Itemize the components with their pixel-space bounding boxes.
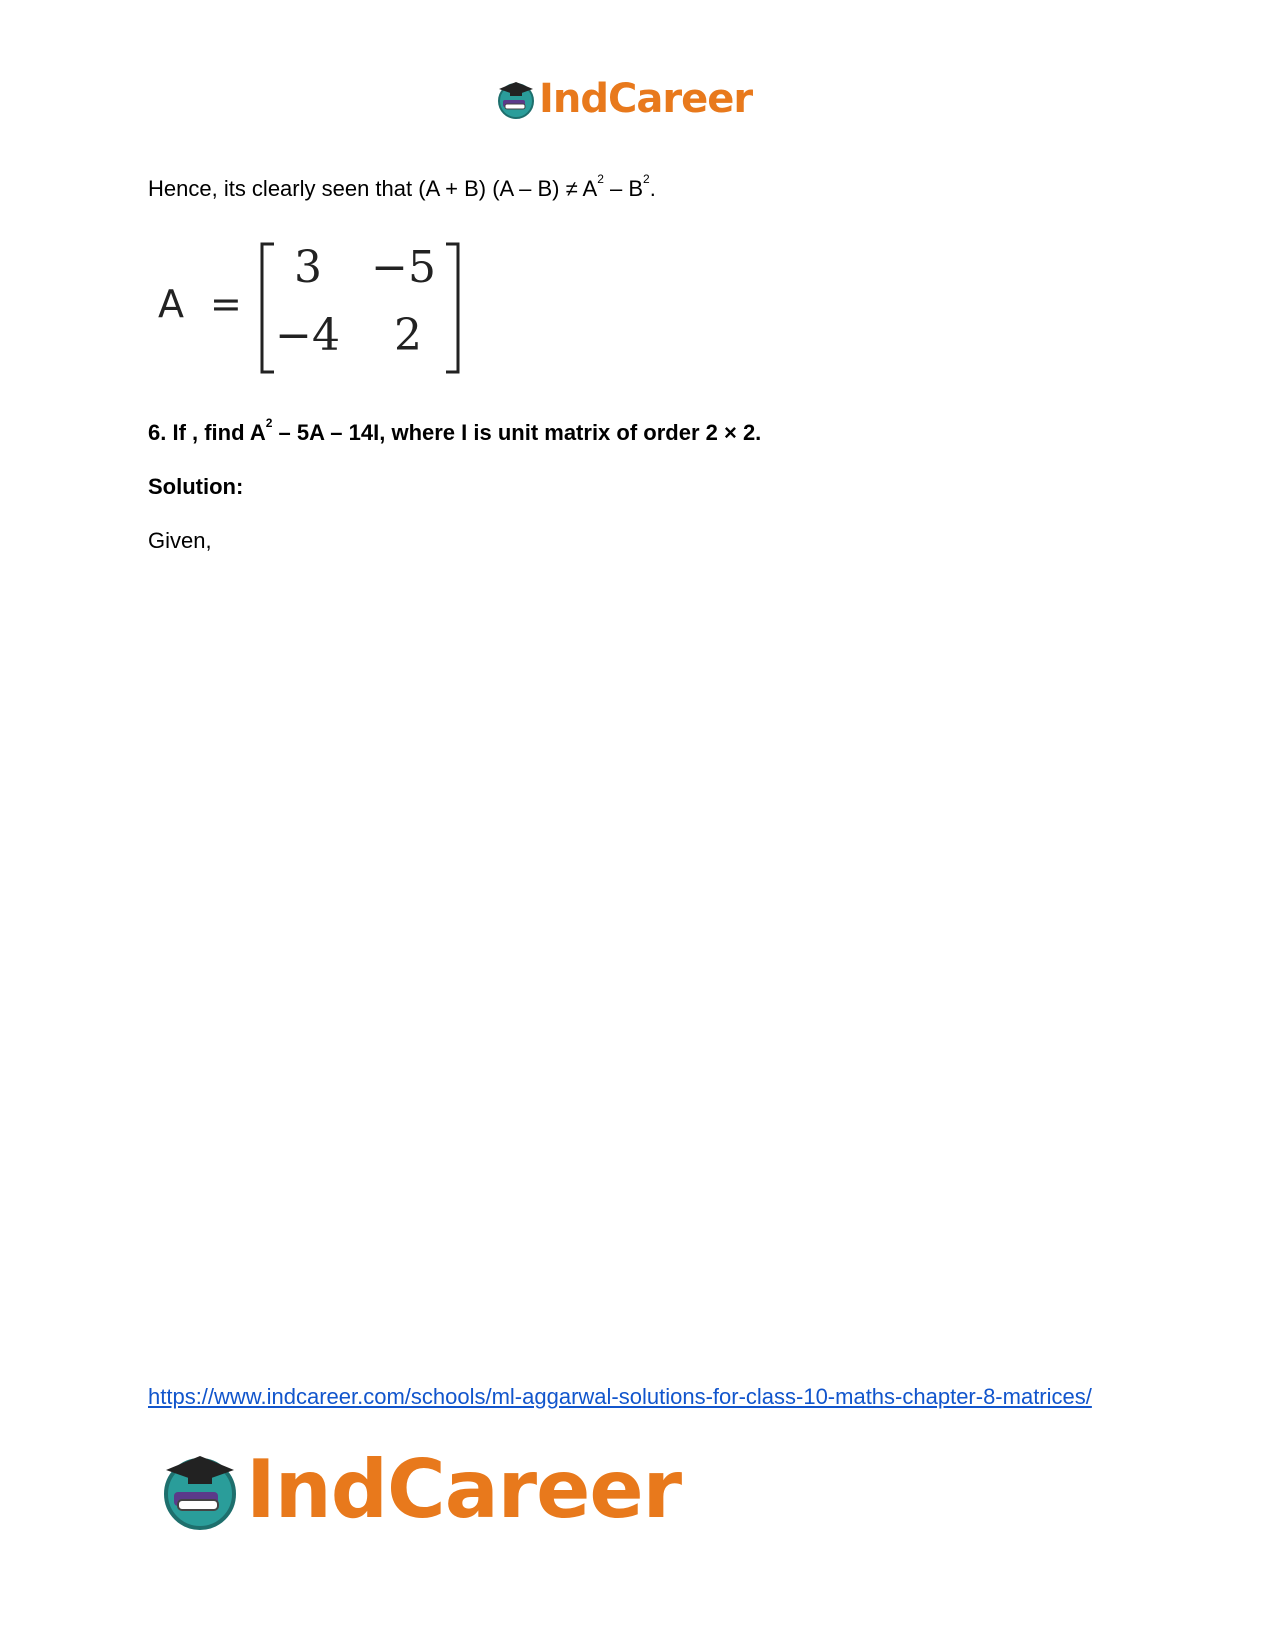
question-heading bbox=[148, 416, 762, 446]
matrix-cell-r1c1: 3 bbox=[294, 242, 322, 293]
conclusion-line bbox=[148, 172, 656, 202]
conclusion-text-pre: Hence, its clearly seen that (A + B) (A – B) ≠ A bbox=[148, 176, 598, 201]
superscript: 2 bbox=[643, 172, 650, 186]
question-text-post: – 5A – 14I, where I is unit matrix of order 2 × 2. bbox=[272, 420, 762, 445]
right-bracket bbox=[442, 242, 462, 374]
matrix-cell-r2c1: −4 bbox=[275, 310, 340, 361]
graduation-cap-globe-icon bbox=[495, 78, 537, 120]
matrix-cell-r1c2: −5 bbox=[371, 242, 436, 293]
matrix-equation bbox=[150, 238, 470, 378]
header-logo bbox=[495, 78, 752, 120]
given-text: Given, bbox=[148, 528, 212, 553]
conclusion-text-mid: – B bbox=[603, 176, 644, 201]
question-text-pre: 6. If , find A bbox=[148, 420, 266, 445]
superscript: 2 bbox=[597, 172, 604, 186]
footer-logo bbox=[158, 1443, 682, 1536]
header-logo-text: IndCareer bbox=[539, 76, 753, 122]
matrix-equals: = bbox=[210, 282, 242, 326]
source-link[interactable]: https://www.indcareer.com/schools/ml-aggarwal-solutions-for-class-10-maths-chapter-8-matrices/ bbox=[148, 1384, 1092, 1409]
graduation-cap-globe-icon bbox=[158, 1448, 242, 1532]
footer-logo-text: IndCareer bbox=[246, 1443, 682, 1536]
conclusion-text-post: . bbox=[649, 176, 656, 201]
matrix-cell-r2c2: 2 bbox=[394, 310, 422, 361]
superscript: 2 bbox=[265, 416, 273, 430]
solution-label: Solution: bbox=[148, 474, 244, 499]
matrix-label: A bbox=[158, 282, 184, 326]
